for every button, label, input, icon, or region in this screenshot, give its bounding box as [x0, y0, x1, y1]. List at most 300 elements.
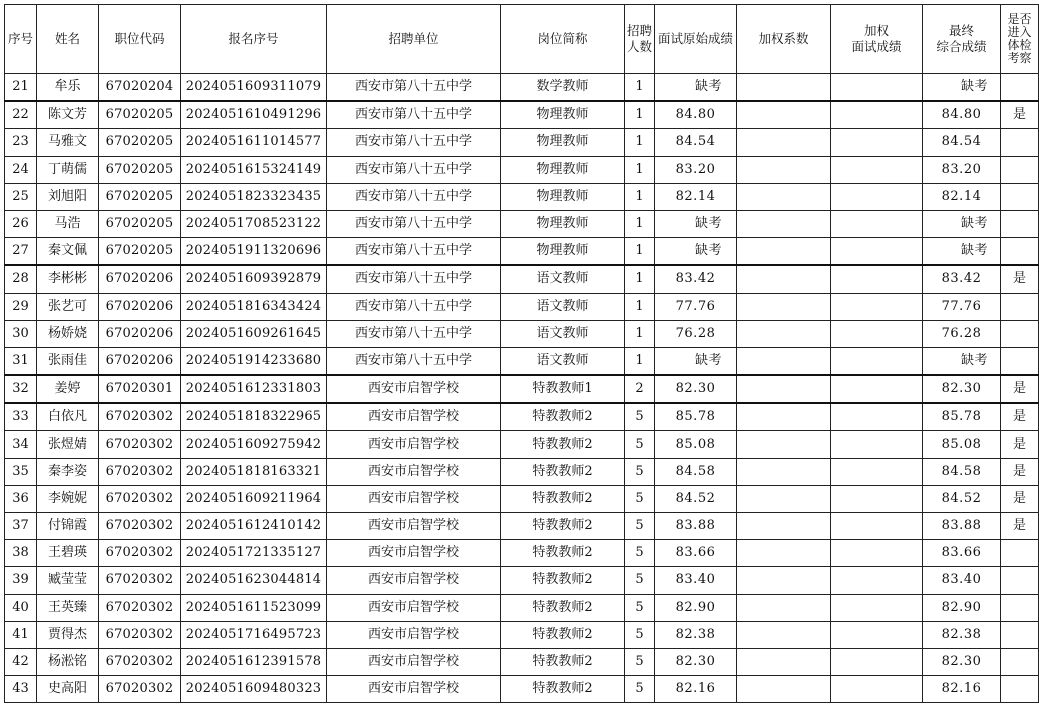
cell-final: 76.28 [923, 320, 1001, 347]
cell-reg-no: 2024051911320696 [181, 238, 327, 266]
cell-seq: 31 [5, 347, 37, 375]
cell-post: 物理教师 [501, 101, 625, 129]
cell-name: 牟乐 [37, 74, 99, 102]
cell-final: 83.20 [923, 156, 1001, 183]
cell-post-code: 67020205 [99, 210, 181, 237]
cell-enter-exam [1001, 320, 1039, 347]
cell-reg-no: 2024051609392879 [181, 265, 327, 293]
cell-name: 张煜婧 [37, 431, 99, 458]
cell-weight [737, 513, 831, 540]
table-row [5, 567, 1039, 594]
cell-final: 82.38 [923, 621, 1001, 648]
cell-post-code: 67020302 [99, 594, 181, 621]
cell-post: 数学教师 [501, 74, 625, 102]
cell-weighted [831, 621, 923, 648]
cell-quota: 1 [625, 74, 655, 102]
cell-enter-exam [1001, 540, 1039, 567]
cell-raw-score: 76.28 [655, 320, 737, 347]
cell-post: 特教教师2 [501, 567, 625, 594]
cell-post: 特教教师2 [501, 676, 625, 703]
cell-seq: 39 [5, 567, 37, 594]
cell-weight [737, 676, 831, 703]
cell-post: 特教教师1 [501, 375, 625, 403]
cell-enter-exam [1001, 676, 1039, 703]
header-enter-line3: 体检 [1007, 38, 1032, 52]
cell-final: 82.16 [923, 676, 1001, 703]
cell-quota: 5 [625, 567, 655, 594]
cell-unit: 西安市启智学校 [327, 513, 501, 540]
cell-final: 缺考 [923, 347, 1001, 375]
cell-raw-score: 83.66 [655, 540, 737, 567]
cell-post: 物理教师 [501, 210, 625, 237]
cell-unit: 西安市第八十五中学 [327, 265, 501, 293]
cell-quota: 1 [625, 183, 655, 210]
header-enter-line4: 考察 [1007, 51, 1032, 65]
cell-enter-exam [1001, 74, 1039, 102]
cell-quota: 5 [625, 403, 655, 431]
cell-weighted [831, 156, 923, 183]
cell-weight [737, 74, 831, 102]
cell-seq: 23 [5, 129, 37, 156]
cell-reg-no: 2024051611523099 [181, 594, 327, 621]
cell-name: 张艺可 [37, 293, 99, 320]
cell-post-code: 67020205 [99, 101, 181, 129]
cell-enter-exam [1001, 347, 1039, 375]
table-row [5, 648, 1039, 675]
cell-unit: 西安市第八十五中学 [327, 293, 501, 320]
cell-post: 特教教师2 [501, 540, 625, 567]
cell-weighted [831, 210, 923, 237]
cell-enter-exam: 是 [1001, 431, 1039, 458]
header-final [923, 5, 1001, 74]
header-quota [625, 5, 655, 74]
cell-name: 杨淞铭 [37, 648, 99, 675]
cell-enter-exam [1001, 594, 1039, 621]
cell-quota: 2 [625, 375, 655, 403]
cell-final: 83.42 [923, 265, 1001, 293]
cell-raw-score: 82.30 [655, 375, 737, 403]
cell-weighted [831, 676, 923, 703]
cell-reg-no: 2024051818163321 [181, 458, 327, 485]
cell-unit: 西安市第八十五中学 [327, 210, 501, 237]
cell-reg-no: 2024051623044814 [181, 567, 327, 594]
cell-post-code: 67020302 [99, 540, 181, 567]
cell-unit: 西安市第八十五中学 [327, 238, 501, 266]
cell-enter-exam: 是 [1001, 101, 1039, 129]
cell-seq: 42 [5, 648, 37, 675]
cell-enter-exam [1001, 156, 1039, 183]
cell-raw-score: 缺考 [655, 74, 737, 102]
table-row [5, 265, 1039, 293]
cell-name: 史高阳 [37, 676, 99, 703]
cell-name: 杨娇娆 [37, 320, 99, 347]
cell-enter-exam: 是 [1001, 403, 1039, 431]
cell-weighted [831, 265, 923, 293]
cell-name: 张雨佳 [37, 347, 99, 375]
table-row [5, 101, 1039, 129]
cell-name: 丁萌儒 [37, 156, 99, 183]
cell-weighted [831, 403, 923, 431]
header-raw-score: 面试原始成绩 [655, 5, 737, 74]
cell-post-code: 67020206 [99, 265, 181, 293]
cell-post-code: 67020205 [99, 183, 181, 210]
cell-raw-score: 83.88 [655, 513, 737, 540]
cell-raw-score: 84.52 [655, 485, 737, 512]
table-body [5, 74, 1039, 703]
cell-post-code: 67020205 [99, 129, 181, 156]
cell-seq: 26 [5, 210, 37, 237]
cell-unit: 西安市启智学校 [327, 594, 501, 621]
cell-weight [737, 540, 831, 567]
table-row [5, 210, 1039, 237]
cell-name: 刘旭阳 [37, 183, 99, 210]
cell-seq: 35 [5, 458, 37, 485]
cell-weight [737, 375, 831, 403]
cell-weighted [831, 485, 923, 512]
table-row [5, 458, 1039, 485]
cell-post: 特教教师2 [501, 431, 625, 458]
cell-final: 85.08 [923, 431, 1001, 458]
cell-post: 特教教师2 [501, 458, 625, 485]
cell-quota: 1 [625, 320, 655, 347]
cell-post-code: 67020302 [99, 567, 181, 594]
cell-final: 77.76 [923, 293, 1001, 320]
cell-weighted [831, 101, 923, 129]
cell-unit: 西安市第八十五中学 [327, 347, 501, 375]
cell-weighted [831, 567, 923, 594]
cell-weight [737, 458, 831, 485]
cell-weighted [831, 183, 923, 210]
results-sheet [4, 4, 1032, 703]
cell-unit: 西安市启智学校 [327, 375, 501, 403]
cell-enter-exam [1001, 183, 1039, 210]
cell-weight [737, 265, 831, 293]
cell-final: 缺考 [923, 210, 1001, 237]
cell-quota: 1 [625, 210, 655, 237]
cell-unit: 西安市第八十五中学 [327, 156, 501, 183]
table-row [5, 320, 1039, 347]
cell-seq: 33 [5, 403, 37, 431]
cell-enter-exam [1001, 238, 1039, 266]
cell-name: 秦文佩 [37, 238, 99, 266]
cell-post-code: 67020206 [99, 347, 181, 375]
cell-enter-exam [1001, 621, 1039, 648]
cell-seq: 43 [5, 676, 37, 703]
cell-reg-no: 2024051721335127 [181, 540, 327, 567]
cell-quota: 1 [625, 293, 655, 320]
header-unit: 招聘单位 [327, 5, 501, 74]
cell-post-code: 67020204 [99, 74, 181, 102]
cell-seq: 38 [5, 540, 37, 567]
cell-reg-no: 2024051612391578 [181, 648, 327, 675]
cell-quota: 1 [625, 129, 655, 156]
cell-final: 84.58 [923, 458, 1001, 485]
table-row [5, 293, 1039, 320]
cell-enter-exam: 是 [1001, 485, 1039, 512]
cell-reg-no: 2024051612410142 [181, 513, 327, 540]
cell-weight [737, 293, 831, 320]
cell-weighted [831, 293, 923, 320]
cell-weight [737, 403, 831, 431]
cell-raw-score: 84.58 [655, 458, 737, 485]
cell-raw-score: 85.78 [655, 403, 737, 431]
cell-reg-no: 2024051823323435 [181, 183, 327, 210]
cell-reg-no: 2024051609480323 [181, 676, 327, 703]
cell-seq: 24 [5, 156, 37, 183]
header-weighted-line1: 加权 [863, 23, 889, 38]
cell-final: 缺考 [923, 74, 1001, 102]
cell-quota: 1 [625, 238, 655, 266]
cell-reg-no: 2024051611014577 [181, 129, 327, 156]
cell-post: 特教教师2 [501, 403, 625, 431]
table-row [5, 403, 1039, 431]
cell-raw-score: 缺考 [655, 347, 737, 375]
cell-quota: 5 [625, 458, 655, 485]
cell-final: 83.40 [923, 567, 1001, 594]
table-row [5, 347, 1039, 375]
cell-final: 缺考 [923, 238, 1001, 266]
cell-seq: 40 [5, 594, 37, 621]
cell-post: 物理教师 [501, 156, 625, 183]
table-row [5, 594, 1039, 621]
header-reg-no: 报名序号 [181, 5, 327, 74]
cell-post: 语文教师 [501, 265, 625, 293]
cell-weighted [831, 238, 923, 266]
header-weighted [831, 5, 923, 74]
cell-raw-score: 83.40 [655, 567, 737, 594]
cell-unit: 西安市启智学校 [327, 648, 501, 675]
table-row [5, 156, 1039, 183]
cell-unit: 西安市第八十五中学 [327, 183, 501, 210]
cell-weight [737, 347, 831, 375]
cell-final: 82.90 [923, 594, 1001, 621]
header-enter-line1: 是否 [1007, 12, 1032, 26]
cell-reg-no: 2024051609311079 [181, 74, 327, 102]
cell-seq: 22 [5, 101, 37, 129]
cell-raw-score: 77.76 [655, 293, 737, 320]
cell-name: 贾得杰 [37, 621, 99, 648]
cell-name: 白依凡 [37, 403, 99, 431]
cell-seq: 28 [5, 265, 37, 293]
cell-enter-exam: 是 [1001, 375, 1039, 403]
cell-weight [737, 431, 831, 458]
cell-reg-no: 2024051615324149 [181, 156, 327, 183]
cell-seq: 25 [5, 183, 37, 210]
cell-quota: 5 [625, 431, 655, 458]
cell-post-code: 67020302 [99, 431, 181, 458]
cell-raw-score: 83.20 [655, 156, 737, 183]
cell-unit: 西安市启智学校 [327, 431, 501, 458]
cell-reg-no: 2024051610491296 [181, 101, 327, 129]
cell-weight [737, 648, 831, 675]
cell-weight [737, 567, 831, 594]
header-quota-line2: 人数 [626, 39, 652, 54]
cell-weighted [831, 129, 923, 156]
cell-weighted [831, 431, 923, 458]
cell-final: 85.78 [923, 403, 1001, 431]
cell-reg-no: 2024051609275942 [181, 431, 327, 458]
table-row [5, 238, 1039, 266]
cell-seq: 34 [5, 431, 37, 458]
cell-raw-score: 82.14 [655, 183, 737, 210]
cell-quota: 5 [625, 540, 655, 567]
cell-quota: 5 [625, 676, 655, 703]
cell-post-code: 67020302 [99, 458, 181, 485]
cell-quota: 1 [625, 101, 655, 129]
table-row [5, 183, 1039, 210]
cell-weight [737, 621, 831, 648]
cell-post-code: 67020301 [99, 375, 181, 403]
cell-unit: 西安市启智学校 [327, 403, 501, 431]
cell-name: 马浩 [37, 210, 99, 237]
cell-post-code: 67020302 [99, 676, 181, 703]
cell-final: 83.66 [923, 540, 1001, 567]
cell-seq: 32 [5, 375, 37, 403]
cell-unit: 西安市启智学校 [327, 567, 501, 594]
cell-enter-exam: 是 [1001, 265, 1039, 293]
cell-enter-exam [1001, 293, 1039, 320]
cell-final: 82.30 [923, 648, 1001, 675]
cell-name: 李彬彬 [37, 265, 99, 293]
cell-quota: 5 [625, 485, 655, 512]
cell-seq: 41 [5, 621, 37, 648]
header-quota-line1: 招聘 [626, 23, 652, 38]
cell-quota: 1 [625, 347, 655, 375]
cell-raw-score: 缺考 [655, 238, 737, 266]
cell-name: 王英臻 [37, 594, 99, 621]
header-name: 姓名 [37, 5, 99, 74]
cell-name: 姜婷 [37, 375, 99, 403]
header-enter-line2: 进入 [1007, 25, 1032, 39]
cell-raw-score: 83.42 [655, 265, 737, 293]
cell-post: 特教教师2 [501, 621, 625, 648]
cell-raw-score: 82.90 [655, 594, 737, 621]
table-row [5, 431, 1039, 458]
cell-weighted [831, 320, 923, 347]
cell-final: 84.80 [923, 101, 1001, 129]
cell-post-code: 67020302 [99, 621, 181, 648]
cell-raw-score: 82.30 [655, 648, 737, 675]
table-row [5, 513, 1039, 540]
cell-post: 特教教师2 [501, 594, 625, 621]
table-row [5, 74, 1039, 102]
cell-post-code: 67020205 [99, 238, 181, 266]
cell-final: 84.54 [923, 129, 1001, 156]
cell-unit: 西安市启智学校 [327, 621, 501, 648]
cell-weighted [831, 648, 923, 675]
header-post-code: 职位代码 [99, 5, 181, 74]
cell-seq: 27 [5, 238, 37, 266]
cell-enter-exam [1001, 567, 1039, 594]
interview-results-table [4, 4, 1039, 703]
cell-post: 物理教师 [501, 183, 625, 210]
cell-quota: 1 [625, 265, 655, 293]
cell-post-code: 67020206 [99, 320, 181, 347]
cell-reg-no: 2024051914233680 [181, 347, 327, 375]
cell-weight [737, 101, 831, 129]
cell-post-code: 67020302 [99, 403, 181, 431]
cell-seq: 30 [5, 320, 37, 347]
cell-post-code: 67020206 [99, 293, 181, 320]
cell-weight [737, 238, 831, 266]
cell-final: 82.30 [923, 375, 1001, 403]
cell-weight [737, 210, 831, 237]
cell-weight [737, 594, 831, 621]
header-seq: 序号 [5, 5, 37, 74]
cell-raw-score: 85.08 [655, 431, 737, 458]
header-weight: 加权系数 [737, 5, 831, 74]
table-row [5, 676, 1039, 703]
cell-quota: 5 [625, 648, 655, 675]
cell-seq: 37 [5, 513, 37, 540]
cell-enter-exam [1001, 648, 1039, 675]
cell-raw-score: 84.54 [655, 129, 737, 156]
cell-raw-score: 82.16 [655, 676, 737, 703]
cell-weighted [831, 594, 923, 621]
cell-reg-no: 2024051708523122 [181, 210, 327, 237]
header-final-line2: 综合成绩 [936, 39, 987, 54]
cell-reg-no: 2024051816343424 [181, 293, 327, 320]
cell-name: 马雅文 [37, 129, 99, 156]
table-row [5, 540, 1039, 567]
cell-name: 秦李姿 [37, 458, 99, 485]
cell-seq: 21 [5, 74, 37, 102]
cell-name: 李婉妮 [37, 485, 99, 512]
cell-post: 语文教师 [501, 320, 625, 347]
cell-unit: 西安市启智学校 [327, 676, 501, 703]
table-row [5, 621, 1039, 648]
cell-reg-no: 2024051609211964 [181, 485, 327, 512]
cell-weight [737, 156, 831, 183]
cell-post: 物理教师 [501, 129, 625, 156]
cell-final: 83.88 [923, 513, 1001, 540]
cell-post-code: 67020302 [99, 513, 181, 540]
cell-post: 语文教师 [501, 347, 625, 375]
header-enter-exam [1001, 5, 1039, 74]
cell-weighted [831, 540, 923, 567]
cell-weighted [831, 458, 923, 485]
cell-quota: 5 [625, 594, 655, 621]
cell-reg-no: 2024051716495723 [181, 621, 327, 648]
table-row [5, 375, 1039, 403]
cell-post: 物理教师 [501, 238, 625, 266]
cell-unit: 西安市启智学校 [327, 540, 501, 567]
cell-weighted [831, 74, 923, 102]
cell-quota: 1 [625, 156, 655, 183]
cell-final: 82.14 [923, 183, 1001, 210]
cell-weight [737, 485, 831, 512]
cell-post: 特教教师2 [501, 513, 625, 540]
cell-name: 王碧瑛 [37, 540, 99, 567]
cell-quota: 5 [625, 621, 655, 648]
cell-name: 付锦霞 [37, 513, 99, 540]
cell-seq: 36 [5, 485, 37, 512]
cell-unit: 西安市第八十五中学 [327, 129, 501, 156]
cell-raw-score: 82.38 [655, 621, 737, 648]
cell-post: 特教教师2 [501, 485, 625, 512]
cell-post-code: 67020302 [99, 648, 181, 675]
cell-enter-exam [1001, 129, 1039, 156]
cell-post-code: 67020302 [99, 485, 181, 512]
cell-reg-no: 2024051609261645 [181, 320, 327, 347]
cell-raw-score: 84.80 [655, 101, 737, 129]
cell-name: 臧莹莹 [37, 567, 99, 594]
cell-enter-exam [1001, 210, 1039, 237]
cell-weighted [831, 375, 923, 403]
header-row [5, 5, 1039, 74]
cell-weight [737, 129, 831, 156]
cell-reg-no: 2024051818322965 [181, 403, 327, 431]
